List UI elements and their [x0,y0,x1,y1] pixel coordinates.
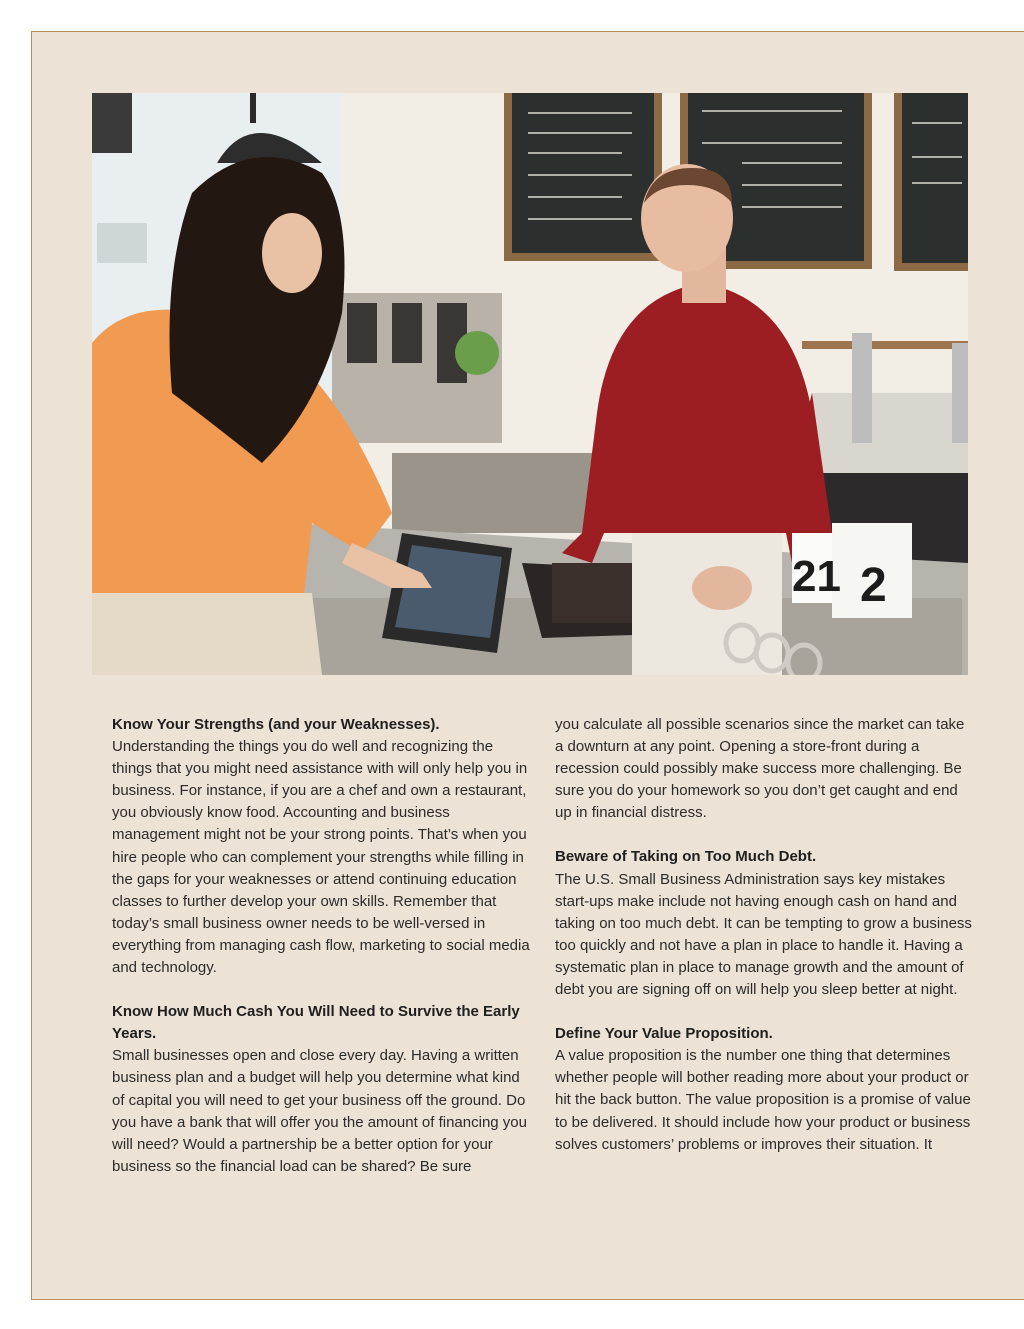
section-strengths [112,714,532,979]
section-cash [112,1001,532,1178]
section-value-proposition [555,1023,975,1156]
article-column-right [555,714,975,1178]
section-body: A value proposition is the number one thing that determines whether people will bother reading more about your product or hit the back button. The value proposition is a promise of value to be delivered. It should include how your product or business solves customers’ problems or improves their situation. It [555,1047,971,1153]
table-number-2: 2 [860,559,887,612]
section-debt [555,846,975,1001]
section-body: Small businesses open and close every day. Having a written business plan and a budget will help you determine what kind of capital you will need to get your business off the ground. Do you have a bank that will offer you the amount of financing you will need? Would a partnership be a better option for your business so the financial load can be shared? Be sure [112,1047,527,1175]
table-number-21: 21 [792,552,841,601]
article-column-left [112,714,532,1200]
section-body: you calculate all possible scenarios since the market can take a downturn at any point. Opening a store-front during a recession could possibly make success more challenging. Be sure you do your homework so you don’t get caught and end up in financial distress. [555,716,965,822]
section-heading: Know How Much Cash You Will Need to Survive the Early Years. [112,1003,520,1043]
cafe-counter-photo [92,93,968,675]
section-body: The U.S. Small Business Administration says key mistakes start-ups make include not having enough cash on hand and taking on too much debt. It can be tempting to grow a business too quickly and not have a plan in place to handle it. Having a systematic plan in place to manage growth and the amount of debt you are signing off on will help you sleep better at night. [555,870,972,999]
section-heading: Know Your Strengths (and your Weaknesses). [112,716,440,733]
section-heading: Beware of Taking on Too Much Debt. [555,848,817,866]
article-panel [31,31,1024,1300]
section-body: Understanding the things you do well and recognizing the things that you might need assistance with will only help you in business. For instance, if you are a chef and own a restaurant, you obviously know food. Accounting and business management might not be your strong points. That’s when you hire people who can complement your strengths while filling in the gaps for your weaknesses or attend continuing education classes to further develop your own skills. Remember that today’s small business owner needs to be well-versed in everything from managing cash flow, marketing to social media and technology. [112,738,530,977]
section-cash-continued [555,714,975,824]
section-heading: Define Your Value Proposition. [555,1025,773,1043]
